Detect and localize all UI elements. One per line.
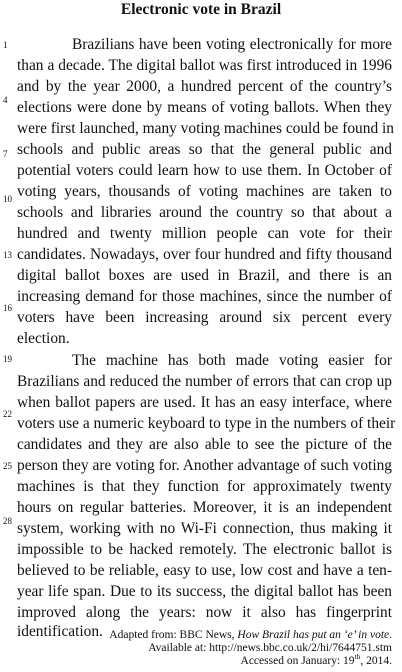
text-line: machines is that they function for approximately twenty — [17, 478, 392, 495]
text-line: impossible to be hacked remotely. The electronic ballot is — [17, 541, 392, 558]
line-number: 28 — [3, 516, 12, 526]
text-line: improved along the years: now it also has fingerprint — [17, 604, 392, 621]
text-line: identification. — [17, 623, 103, 640]
text-line: hours on regular batteries. Moreover, it is an independent — [17, 499, 392, 516]
text-line: schools and libraries around the country so that about a — [17, 204, 392, 221]
text-line: system, working with no Wi-Fi connection, thus making it — [17, 520, 392, 537]
text-line: potential voters could learn how to use them. In October of — [17, 162, 392, 179]
text-line: schools and public areas so that the general public and — [17, 141, 392, 158]
line-number: 10 — [3, 194, 12, 204]
text-line: voting years, thousands of voting machines are taken to — [17, 183, 392, 200]
source-adapted-from: Adapted from: BBC News, How Brazil has put an ‘e’ in vote. — [109, 629, 392, 641]
text-line: believed to be reliable, easy to use, low cost and have a ten- — [17, 562, 392, 579]
text-line: hundred and twenty million people can vote for their — [17, 225, 392, 242]
line-number: 25 — [3, 461, 12, 471]
source-accessed-date: Accessed on January: 19th, 2014. — [240, 652, 392, 667]
text-line: increasing demand for those machines, since the number of — [17, 288, 392, 305]
text-line: were first launched, many voting machines could be found in — [17, 120, 394, 137]
text-line: year life span. Due to its success, the digital ballot has been — [17, 583, 392, 600]
text-line: than a decade. The digital ballot was first introduced in 1996 — [17, 57, 392, 74]
text-line: person they are voting for. Another advantage of such voting — [17, 457, 392, 474]
line-number: 13 — [3, 250, 12, 260]
line-number: 7 — [3, 149, 8, 159]
line-number: 19 — [3, 354, 12, 364]
text-line: election. — [17, 330, 70, 347]
text-line: voters have been increasing around six percent every — [17, 309, 392, 326]
text-line: Brazilians and reduced the number of errors that can crop up — [17, 373, 392, 390]
text-line: Brazilians have been voting electronically for more — [72, 36, 392, 53]
text-line: The machine has both made voting easier for — [72, 352, 392, 369]
document-title: Electronic vote in Brazil — [120, 1, 282, 18]
text-line: elections were done by means of voting ballots. When they — [17, 99, 392, 116]
line-number: 4 — [3, 95, 8, 105]
line-number: 16 — [3, 303, 12, 313]
source-article-title: How Brazil has put an ‘e’ in vote — [237, 629, 390, 641]
line-number: 1 — [3, 40, 8, 50]
text-line: digital ballot boxes are used in Brazil, and there is an — [17, 267, 392, 284]
text-line: when ballot papers are used. It has an easy interface, where — [17, 394, 392, 411]
line-number: 22 — [3, 409, 12, 419]
source-url: Available at: http://news.bbc.co.uk/2/hi/7644751.stm — [148, 642, 392, 654]
source-citation — [2, 629, 392, 668]
text-line: candidates and they are also able to see the picture of the — [17, 436, 392, 453]
text-line: voters use a numeric keyboard to type in the numbers of their — [17, 415, 396, 432]
text-line: candidates. Nowadays, over four hundred and fifty thousand — [17, 246, 392, 263]
text-line: and by the year 2000, a hundred percent of the country’s — [17, 78, 392, 95]
